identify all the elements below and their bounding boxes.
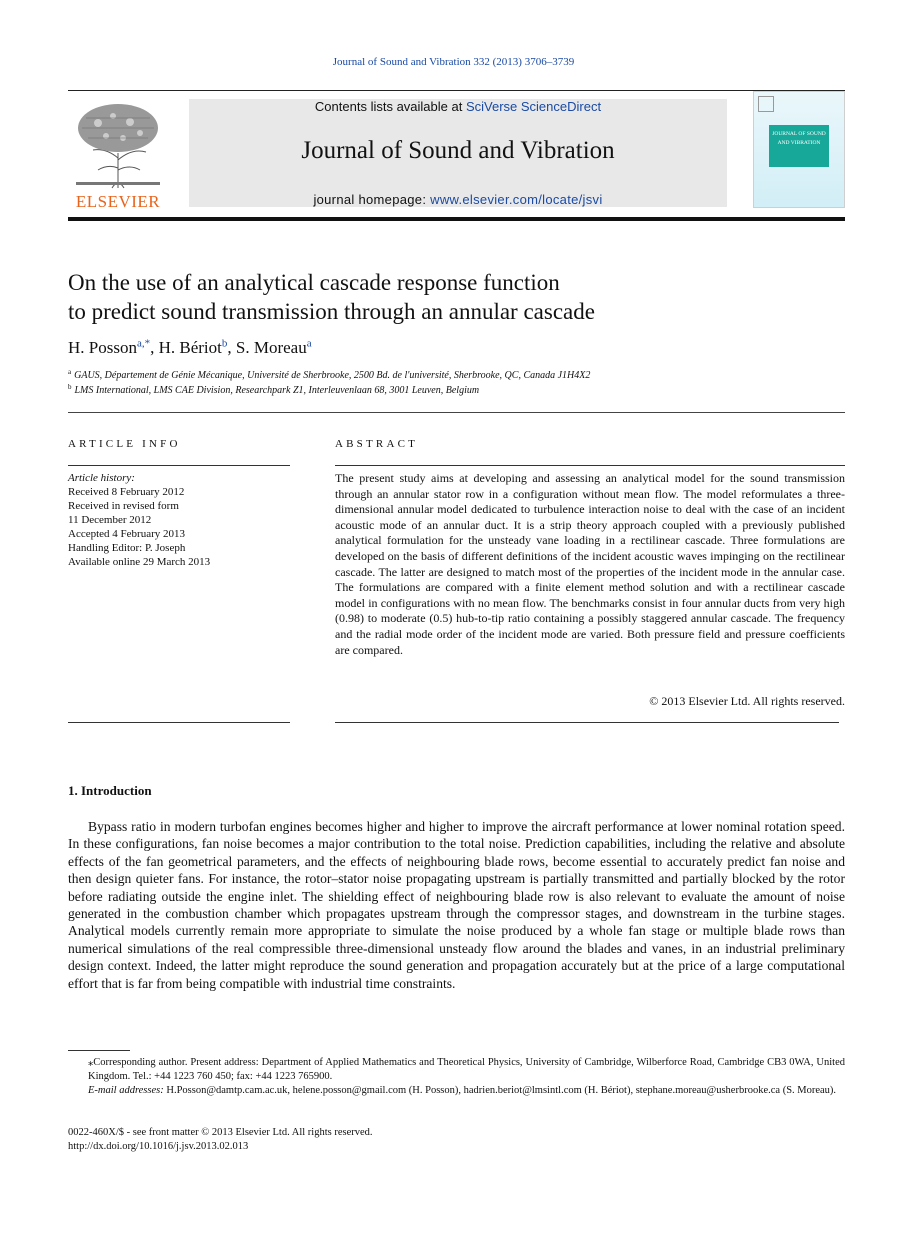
author-name: H. Posson [68,338,137,357]
email-addresses[interactable]: H.Posson@damtp.cam.ac.uk, helene.posson@gmail.com (H. Posson), hadrien.beriot@lmsintl.com (H. Bériot), stephane.moreau@usherbrooke.ca (S. Moreau). [166,1085,837,1096]
affiliation-text: LMS International, LMS CAE Division, Researchpark Z1, Interleuvenlaan 68, 3001 Leuven, Belgium [74,385,480,396]
issn-line: 0022-460X/$ - see front matter © 2013 Elsevier Ltd. All rights reserved. [68,1127,373,1138]
email-label: E-mail addresses: [88,1085,164,1096]
front-matter [68,1126,845,1154]
cover-logo-icon [758,96,774,112]
article-info-heading: ARTICLE INFO [68,438,181,450]
affiliation-mark: a [68,367,72,376]
contents-line [189,99,727,114]
abstract-copyright: © 2013 Elsevier Ltd. All rights reserved. [649,694,845,708]
header-top-rule [68,90,845,91]
history-entry: Received 8 February 2012 [68,486,185,498]
author-list [68,338,312,358]
affiliation-text: GAUS, Département de Génie Mécanique, Université de Sherbrooke, 2500 Bd. de l'université, Sherbrooke, QC, Canada J1H4X2 [74,370,591,381]
doi-link[interactable]: http://dx.doi.org/10.1016/j.jsv.2013.02.013 [68,1141,249,1152]
journal-title: Journal of Sound and Vibration [301,137,615,164]
footnotes [68,1056,845,1098]
elsevier-wordmark: ELSEVIER [75,192,161,211]
author-separator: , [150,338,159,357]
journal-banner [189,99,727,207]
elsevier-logo [68,98,168,210]
history-entry: Accepted 4 February 2013 [68,528,185,540]
author-affiliation-mark[interactable]: a,* [136,337,151,350]
introduction-paragraph: Bypass ratio in modern turbofan engines becomes higher and higher to improve the aircraft performance at lower nominal rotation speed. In these configurations, fan noise becomes a major contribution to the total noise. Prediction capabilities, including the relative and absolute effects of the fan geometrical parameters, and the effects of neighbouring blade rows, become essential to accurately predict fan noise and then design quieter fans. For instance, the rotor–stator noise propagating upstream is partially transmitted and partially blocked by the rotor before radiating outside the engine inlet. The shielding effect of neighbouring blade row is also relevant to evaluate the amount of noise generated in the combustion chamber which propagates upstream through the compressor stages, and downstream in the turbine stages. Analytical models currently remain more appropriate to simulate the noise produced by a whole fan stage or multiple blade rows than numerical simulations of the real compressible three-dimensional unsteady flow around the blades and vanes, in an industrial preliminary design context. Indeed, the latter might reproduce the sound generation and propagation accurately but at the price of a large computational effort that is far from being compatible with industrial time constraints. [68,819,845,991]
elsevier-tree-icon [68,98,168,192]
section-heading-introduction: 1. Introduction [68,783,152,798]
author-affiliation-mark[interactable]: b [221,337,228,350]
article-info-rule [68,465,290,466]
journal-cover-thumbnail [753,91,845,208]
author-affiliation-mark[interactable]: a [306,337,312,350]
affiliation [68,382,480,396]
article-title-line-2: to predict sound transmission through an annular cascade [68,299,595,324]
sciencedirect-link[interactable]: SciVerse ScienceDirect [465,99,602,114]
homepage-line [189,192,727,207]
cover-title: JOURNAL OF SOUND AND VIBRATION [769,125,829,167]
author-separator: , [227,338,236,357]
affiliation-rule [68,412,845,413]
article-title [68,268,848,326]
homepage-link[interactable]: www.elsevier.com/locate/jsvi [430,192,603,207]
article-info-bottom-rule [68,722,290,723]
history-entry: 11 December 2012 [68,514,152,526]
history-label: Article history: [68,472,135,484]
author-name: H. Bériot [158,338,222,357]
abstract-text: The present study aims at developing and assessing an analytical model for the sound transmission through an annular stator row in a configuration without mean flow. The model reformulates a three-dimensional annular model dedicated to turbulence interaction noise to deal with the case of an incident acoustic mode of an annular duct. It is a strip theory approach coupled with a previously published analytical formulation for the unsteady vane loading in a rectilinear cascade. Three formulations are developed on the basis of different definitions of the incident acoustic waves impinging on the rectilinear cascade. The latter are designed to match most of the properties of the incident mode in the annular case. The formulations are compared with a finite element method solution and with a rectilinear cascade model in configurations with no mean flow. The benchmarks consist in four annular ducts from very high (0.98) to moderate (0.5) hub-to-tip ratio containing a possibly staggered annular cascade. The frequency and the radial mode order of the incident mode are varied. Both pressure field and pressure coefficients are compared. [335,471,845,657]
affiliation [68,367,591,381]
author-name: S. Moreau [235,338,307,357]
email-note [68,1084,845,1098]
history-entry: Handling Editor: P. Joseph [68,542,186,554]
header-bottom-rule [68,217,845,221]
footnote-rule [68,1050,130,1051]
history-entry: Received in revised form [68,500,179,512]
abstract-rule [335,465,845,466]
journal-citation[interactable]: Journal of Sound and Vibration 332 (2013) 3706–3739 [332,56,575,68]
contents-prefix: Contents lists available at [314,99,466,114]
history-entry: Available online 29 March 2013 [68,556,211,568]
abstract-heading: ABSTRACT [335,438,419,450]
article-title-line-1: On the use of an analytical cascade response function [68,270,560,295]
abstract-bottom-rule [335,722,839,723]
article-history [68,471,298,569]
affiliation-mark: b [68,382,72,391]
homepage-prefix: journal homepage: [313,192,431,207]
corresponding-author-note: ⁎Corresponding author. Present address: Department of Applied Mathematics and Theoretical Physics, University of Cambridge, Wilberforce Road, Cambridge CB3 0WA, United Kingdom. Tel.: +44 1223 760 450; fax: +44 1223 765900. [88,1057,845,1082]
